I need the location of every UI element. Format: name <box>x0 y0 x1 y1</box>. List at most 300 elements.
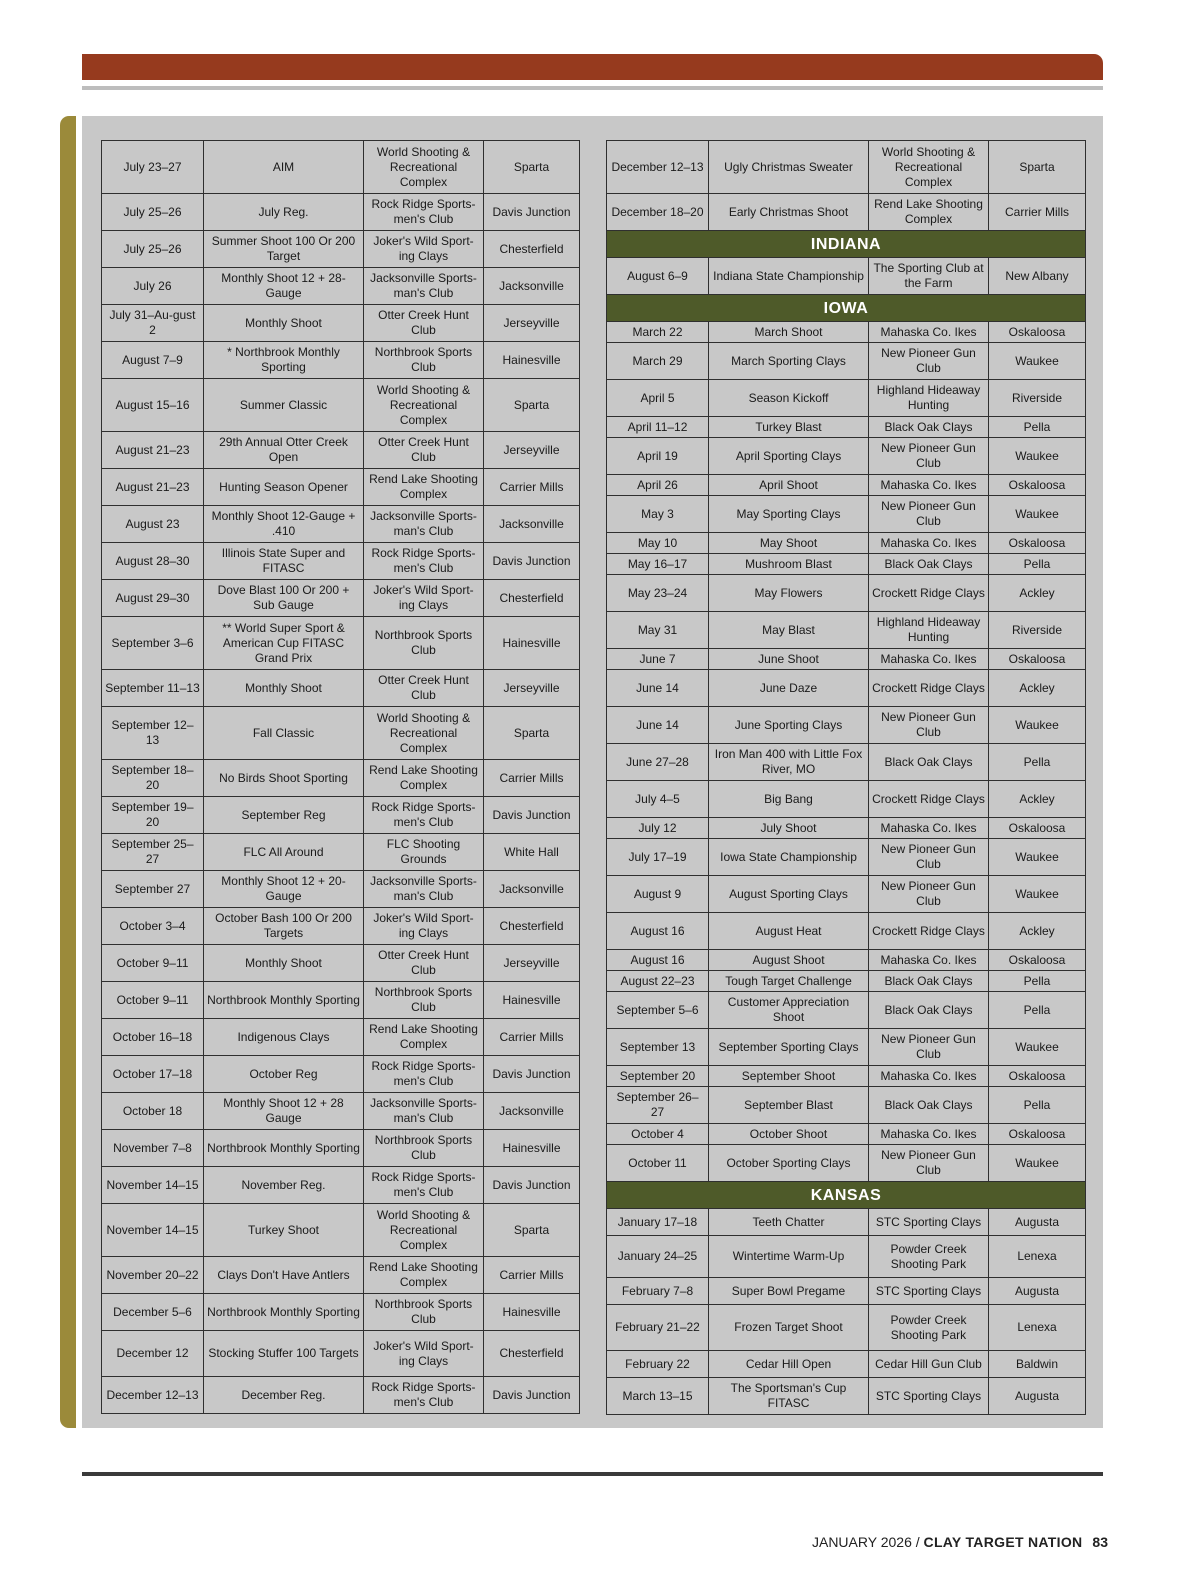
club-cell: Joker's Wild Sport-ing Clays <box>364 580 484 617</box>
header-rule <box>82 86 1103 90</box>
date-cell: September 3–6 <box>102 617 204 670</box>
event-cell: June Daze <box>709 670 869 707</box>
club-cell: Crockett Ridge Clays <box>869 670 989 707</box>
date-cell: July 26 <box>102 268 204 305</box>
table-row <box>102 379 580 432</box>
date-cell: November 20–22 <box>102 1257 204 1294</box>
table-row <box>607 575 1086 612</box>
club-cell: Rock Ridge Sports-men's Club <box>364 194 484 231</box>
table-row <box>607 1209 1086 1236</box>
club-cell: Jacksonville Sports-man's Club <box>364 1093 484 1130</box>
date-cell: December 18–20 <box>607 194 709 231</box>
right-schedule-table <box>606 140 1086 1415</box>
city-cell: Ackley <box>989 575 1086 612</box>
table-row <box>102 797 580 834</box>
table-row <box>102 1204 580 1257</box>
city-cell: Jacksonville <box>484 506 580 543</box>
club-cell: Northbrook Sports Club <box>364 342 484 379</box>
club-cell: Jacksonville Sports-man's Club <box>364 506 484 543</box>
club-cell: New Pioneer Gun Club <box>869 839 989 876</box>
club-cell: Crockett Ridge Clays <box>869 781 989 818</box>
city-cell: Waukee <box>989 707 1086 744</box>
date-cell: August 23 <box>102 506 204 543</box>
club-cell: Rend Lake Shooting Complex <box>869 194 989 231</box>
club-cell: New Pioneer Gun Club <box>869 707 989 744</box>
table-row <box>607 1351 1086 1378</box>
city-cell: Jacksonville <box>484 871 580 908</box>
club-cell: Jacksonville Sports-man's Club <box>364 871 484 908</box>
table-row <box>607 141 1086 194</box>
club-cell: Mahaska Co. Ikes <box>869 649 989 670</box>
table-row <box>607 380 1086 417</box>
table-row <box>607 533 1086 554</box>
club-cell: Rock Ridge Sports-men's Club <box>364 543 484 580</box>
event-cell: September Sporting Clays <box>709 1029 869 1066</box>
section-title: IOWA <box>607 295 1086 322</box>
city-cell: Oskaloosa <box>989 818 1086 839</box>
club-cell: Rend Lake Shooting Complex <box>364 469 484 506</box>
state-section-header <box>607 1182 1086 1209</box>
table-row <box>607 950 1086 971</box>
event-cell: Fall Classic <box>204 707 364 760</box>
club-cell: Highland Hideaway Hunting <box>869 380 989 417</box>
event-cell: Turkey Blast <box>709 417 869 438</box>
table-row <box>102 1019 580 1056</box>
date-cell: August 16 <box>607 913 709 950</box>
event-cell: June Sporting Clays <box>709 707 869 744</box>
city-cell: Riverside <box>989 380 1086 417</box>
event-cell: Illinois State Super and FITASC <box>204 543 364 580</box>
city-cell: Augusta <box>989 1378 1086 1415</box>
event-cell: Frozen Target Shoot <box>709 1305 869 1351</box>
city-cell: Carrier Mills <box>484 760 580 797</box>
club-cell: Powder Creek Shooting Park <box>869 1236 989 1278</box>
event-cell: Northbrook Monthly Sporting <box>204 1294 364 1331</box>
date-cell: February 7–8 <box>607 1278 709 1305</box>
city-cell: Oskaloosa <box>989 1124 1086 1145</box>
table-row <box>102 982 580 1019</box>
club-cell: Crockett Ridge Clays <box>869 913 989 950</box>
event-cell: Early Christmas Shoot <box>709 194 869 231</box>
table-row <box>102 1331 580 1377</box>
event-cell: June Shoot <box>709 649 869 670</box>
club-cell: STC Sporting Clays <box>869 1278 989 1305</box>
club-cell: Northbrook Sports Club <box>364 1294 484 1331</box>
date-cell: November 7–8 <box>102 1130 204 1167</box>
event-cell: ** World Super Sport & American Cup FITASC Grand Prix <box>204 617 364 670</box>
date-cell: August 6–9 <box>607 258 709 295</box>
city-cell: Oskaloosa <box>989 533 1086 554</box>
city-cell: Hainesville <box>484 1130 580 1167</box>
table-row <box>607 258 1086 295</box>
club-cell: Northbrook Sports Club <box>364 1130 484 1167</box>
event-cell: October Bash 100 Or 200 Targets <box>204 908 364 945</box>
city-cell: Pella <box>989 992 1086 1029</box>
club-cell: Otter Creek Hunt Club <box>364 945 484 982</box>
date-cell: April 19 <box>607 438 709 475</box>
event-cell: September Blast <box>709 1087 869 1124</box>
table-row <box>607 1305 1086 1351</box>
city-cell: Waukee <box>989 343 1086 380</box>
table-row <box>102 268 580 305</box>
date-cell: May 23–24 <box>607 575 709 612</box>
date-cell: September 13 <box>607 1029 709 1066</box>
event-cell: May Sporting Clays <box>709 496 869 533</box>
date-cell: February 21–22 <box>607 1305 709 1351</box>
club-cell: Crockett Ridge Clays <box>869 575 989 612</box>
club-cell: Black Oak Clays <box>869 417 989 438</box>
event-cell: April Shoot <box>709 475 869 496</box>
event-cell: Monthly Shoot <box>204 670 364 707</box>
city-cell: Augusta <box>989 1278 1086 1305</box>
city-cell: Sparta <box>484 141 580 194</box>
club-cell: Black Oak Clays <box>869 1087 989 1124</box>
section-title: INDIANA <box>607 231 1086 258</box>
club-cell: World Shooting & Recreational Complex <box>364 707 484 760</box>
date-cell: June 14 <box>607 670 709 707</box>
club-cell: New Pioneer Gun Club <box>869 496 989 533</box>
date-cell: January 17–18 <box>607 1209 709 1236</box>
club-cell: Otter Creek Hunt Club <box>364 432 484 469</box>
date-cell: September 26–27 <box>607 1087 709 1124</box>
city-cell: Pella <box>989 417 1086 438</box>
city-cell: Chesterfield <box>484 231 580 268</box>
club-cell: New Pioneer Gun Club <box>869 876 989 913</box>
date-cell: July 4–5 <box>607 781 709 818</box>
table-row <box>607 1124 1086 1145</box>
city-cell: Carrier Mills <box>484 469 580 506</box>
event-cell: Clays Don't Have Antlers <box>204 1257 364 1294</box>
date-cell: October 16–18 <box>102 1019 204 1056</box>
club-cell: New Pioneer Gun Club <box>869 1145 989 1182</box>
event-cell: December Reg. <box>204 1377 364 1414</box>
date-cell: August 7–9 <box>102 342 204 379</box>
date-cell: July 25–26 <box>102 231 204 268</box>
table-row <box>102 432 580 469</box>
date-cell: September 25–27 <box>102 834 204 871</box>
table-row <box>102 707 580 760</box>
table-row <box>102 194 580 231</box>
event-cell: October Sporting Clays <box>709 1145 869 1182</box>
city-cell: Davis Junction <box>484 194 580 231</box>
city-cell: Jacksonville <box>484 1093 580 1130</box>
table-row <box>607 744 1086 781</box>
event-cell: August Shoot <box>709 950 869 971</box>
event-cell: August Sporting Clays <box>709 876 869 913</box>
date-cell: August 15–16 <box>102 379 204 432</box>
club-cell: New Pioneer Gun Club <box>869 438 989 475</box>
date-cell: March 29 <box>607 343 709 380</box>
date-cell: October 9–11 <box>102 982 204 1019</box>
city-cell: Hainesville <box>484 1294 580 1331</box>
date-cell: August 22–23 <box>607 971 709 992</box>
city-cell: Hainesville <box>484 617 580 670</box>
event-cell: September Reg <box>204 797 364 834</box>
club-cell: STC Sporting Clays <box>869 1209 989 1236</box>
club-cell: FLC Shooting Grounds <box>364 834 484 871</box>
table-row <box>102 834 580 871</box>
date-cell: November 14–15 <box>102 1167 204 1204</box>
club-cell: World Shooting & Recreational Complex <box>364 1204 484 1257</box>
club-cell: Mahaska Co. Ikes <box>869 533 989 554</box>
date-cell: October 9–11 <box>102 945 204 982</box>
event-cell: Iron Man 400 with Little Fox River, MO <box>709 744 869 781</box>
city-cell: Pella <box>989 1087 1086 1124</box>
table-row <box>102 506 580 543</box>
table-row <box>102 1130 580 1167</box>
event-cell: July Shoot <box>709 818 869 839</box>
club-cell: Rend Lake Shooting Complex <box>364 760 484 797</box>
table-row <box>607 417 1086 438</box>
event-cell: Monthly Shoot 12-Gauge + .410 <box>204 506 364 543</box>
event-cell: May Blast <box>709 612 869 649</box>
date-cell: August 28–30 <box>102 543 204 580</box>
date-cell: April 11–12 <box>607 417 709 438</box>
date-cell: August 29–30 <box>102 580 204 617</box>
city-cell: Davis Junction <box>484 1167 580 1204</box>
club-cell: Northbrook Sports Club <box>364 617 484 670</box>
event-cell: March Sporting Clays <box>709 343 869 380</box>
date-cell: March 13–15 <box>607 1378 709 1415</box>
table-row <box>102 617 580 670</box>
state-section-header <box>607 231 1086 258</box>
table-row <box>607 670 1086 707</box>
table-row <box>102 670 580 707</box>
club-cell: Jacksonville Sports-man's Club <box>364 268 484 305</box>
event-cell: Super Bowl Pregame <box>709 1278 869 1305</box>
table-row <box>607 475 1086 496</box>
city-cell: Augusta <box>989 1209 1086 1236</box>
date-cell: December 12–13 <box>607 141 709 194</box>
club-cell: Rock Ridge Sports-men's Club <box>364 797 484 834</box>
date-cell: August 21–23 <box>102 469 204 506</box>
table-row <box>607 554 1086 575</box>
event-cell: May Shoot <box>709 533 869 554</box>
date-cell: November 14–15 <box>102 1204 204 1257</box>
city-cell: Lenexa <box>989 1236 1086 1278</box>
table-row <box>607 818 1086 839</box>
club-cell: Mahaska Co. Ikes <box>869 1124 989 1145</box>
event-cell: * Northbrook Monthly Sporting <box>204 342 364 379</box>
date-cell: September 11–13 <box>102 670 204 707</box>
section-title: KANSAS <box>607 1182 1086 1209</box>
date-cell: July 23–27 <box>102 141 204 194</box>
event-cell: May Flowers <box>709 575 869 612</box>
date-cell: March 22 <box>607 322 709 343</box>
date-cell: June 14 <box>607 707 709 744</box>
city-cell: Oskaloosa <box>989 1066 1086 1087</box>
event-cell: July Reg. <box>204 194 364 231</box>
table-row <box>607 876 1086 913</box>
city-cell: Chesterfield <box>484 580 580 617</box>
club-cell: New Pioneer Gun Club <box>869 1029 989 1066</box>
date-cell: December 12 <box>102 1331 204 1377</box>
side-accent-bar <box>60 116 76 1428</box>
city-cell: Sparta <box>484 707 580 760</box>
table-row <box>102 1056 580 1093</box>
city-cell: Jerseyville <box>484 670 580 707</box>
event-cell: FLC All Around <box>204 834 364 871</box>
table-row <box>102 342 580 379</box>
date-cell: August 21–23 <box>102 432 204 469</box>
club-cell: Cedar Hill Gun Club <box>869 1351 989 1378</box>
event-cell: Northbrook Monthly Sporting <box>204 1130 364 1167</box>
table-row <box>607 194 1086 231</box>
event-cell: October Shoot <box>709 1124 869 1145</box>
club-cell: Rend Lake Shooting Complex <box>364 1019 484 1056</box>
table-row <box>102 580 580 617</box>
city-cell: Waukee <box>989 1029 1086 1066</box>
event-cell: Northbrook Monthly Sporting <box>204 982 364 1019</box>
date-cell: September 12–13 <box>102 707 204 760</box>
event-cell: Turkey Shoot <box>204 1204 364 1257</box>
city-cell: Jerseyville <box>484 945 580 982</box>
city-cell: Pella <box>989 744 1086 781</box>
city-cell: Baldwin <box>989 1351 1086 1378</box>
table-row <box>607 343 1086 380</box>
date-cell: October 4 <box>607 1124 709 1145</box>
event-cell: Summer Shoot 100 Or 200 Target <box>204 231 364 268</box>
event-cell: Ugly Christmas Sweater <box>709 141 869 194</box>
club-cell: Northbrook Sports Club <box>364 982 484 1019</box>
city-cell: Waukee <box>989 438 1086 475</box>
city-cell: Waukee <box>989 496 1086 533</box>
date-cell: October 11 <box>607 1145 709 1182</box>
table-row <box>102 908 580 945</box>
club-cell: Powder Creek Shooting Park <box>869 1305 989 1351</box>
event-cell: Big Bang <box>709 781 869 818</box>
event-cell: Monthly Shoot 12 + 20-Gauge <box>204 871 364 908</box>
event-cell: August Heat <box>709 913 869 950</box>
date-cell: April 26 <box>607 475 709 496</box>
city-cell: Jerseyville <box>484 305 580 342</box>
date-cell: May 31 <box>607 612 709 649</box>
table-row <box>102 760 580 797</box>
city-cell: Jacksonville <box>484 268 580 305</box>
date-cell: July 25–26 <box>102 194 204 231</box>
city-cell: Pella <box>989 554 1086 575</box>
event-cell: Iowa State Championship <box>709 839 869 876</box>
date-cell: May 10 <box>607 533 709 554</box>
city-cell: Waukee <box>989 876 1086 913</box>
date-cell: October 17–18 <box>102 1056 204 1093</box>
table-row <box>102 305 580 342</box>
date-cell: September 19–20 <box>102 797 204 834</box>
date-cell: September 5–6 <box>607 992 709 1029</box>
club-cell: Mahaska Co. Ikes <box>869 950 989 971</box>
table-row <box>607 649 1086 670</box>
event-cell: No Birds Shoot Sporting <box>204 760 364 797</box>
table-row <box>607 971 1086 992</box>
page-footer <box>812 1534 1108 1550</box>
table-row <box>607 781 1086 818</box>
city-cell: Lenexa <box>989 1305 1086 1351</box>
magazine-name: CLAY TARGET NATION <box>923 1534 1083 1550</box>
city-cell: Hainesville <box>484 342 580 379</box>
date-cell: October 3–4 <box>102 908 204 945</box>
event-cell: September Shoot <box>709 1066 869 1087</box>
club-cell: Black Oak Clays <box>869 744 989 781</box>
event-cell: Stocking Stuffer 100 Targets <box>204 1331 364 1377</box>
date-cell: July 12 <box>607 818 709 839</box>
table-row <box>102 1257 580 1294</box>
club-cell: Otter Creek Hunt Club <box>364 670 484 707</box>
date-cell: February 22 <box>607 1351 709 1378</box>
city-cell: Jerseyville <box>484 432 580 469</box>
date-cell: October 18 <box>102 1093 204 1130</box>
city-cell: Waukee <box>989 1145 1086 1182</box>
club-cell: World Shooting & Recreational Complex <box>869 141 989 194</box>
city-cell: Chesterfield <box>484 1331 580 1377</box>
city-cell: Carrier Mills <box>989 194 1086 231</box>
date-cell: May 3 <box>607 496 709 533</box>
table-row <box>607 1145 1086 1182</box>
club-cell: New Pioneer Gun Club <box>869 343 989 380</box>
club-cell: Rock Ridge Sports-men's Club <box>364 1377 484 1414</box>
event-cell: Monthly Shoot <box>204 305 364 342</box>
club-cell: Black Oak Clays <box>869 971 989 992</box>
footer-rule <box>82 1472 1103 1476</box>
table-row <box>607 1278 1086 1305</box>
table-row <box>102 141 580 194</box>
date-cell: December 12–13 <box>102 1377 204 1414</box>
city-cell: Carrier Mills <box>484 1257 580 1294</box>
table-row <box>607 1236 1086 1278</box>
club-cell: World Shooting & Recreational Complex <box>364 379 484 432</box>
date-cell: September 27 <box>102 871 204 908</box>
event-cell: Mushroom Blast <box>709 554 869 575</box>
city-cell: Davis Junction <box>484 543 580 580</box>
club-cell: Highland Hideaway Hunting <box>869 612 989 649</box>
club-cell: Joker's Wild Sport-ing Clays <box>364 908 484 945</box>
club-cell: World Shooting & Recreational Complex <box>364 141 484 194</box>
club-cell: Mahaska Co. Ikes <box>869 322 989 343</box>
table-row <box>607 1087 1086 1124</box>
city-cell: Davis Junction <box>484 797 580 834</box>
club-cell: Rock Ridge Sports-men's Club <box>364 1056 484 1093</box>
event-cell: The Sportsman's Cup FITASC <box>709 1378 869 1415</box>
table-row <box>102 231 580 268</box>
event-cell: AIM <box>204 141 364 194</box>
date-cell: August 9 <box>607 876 709 913</box>
event-cell: Teeth Chatter <box>709 1209 869 1236</box>
event-cell: 29th Annual Otter Creek Open <box>204 432 364 469</box>
state-section-header <box>607 295 1086 322</box>
table-row <box>607 707 1086 744</box>
event-cell: April Sporting Clays <box>709 438 869 475</box>
city-cell: Sparta <box>484 379 580 432</box>
page-number: 83 <box>1092 1534 1108 1550</box>
table-row <box>607 438 1086 475</box>
club-cell: Rock Ridge Sports-men's Club <box>364 1167 484 1204</box>
club-cell: Joker's Wild Sport-ing Clays <box>364 231 484 268</box>
table-row <box>607 1029 1086 1066</box>
event-cell: Wintertime Warm-Up <box>709 1236 869 1278</box>
event-cell: Tough Target Challenge <box>709 971 869 992</box>
event-cell: March Shoot <box>709 322 869 343</box>
city-cell: New Albany <box>989 258 1086 295</box>
club-cell: Black Oak Clays <box>869 554 989 575</box>
table-row <box>102 1167 580 1204</box>
date-cell: June 27–28 <box>607 744 709 781</box>
city-cell: Hainesville <box>484 982 580 1019</box>
event-cell: October Reg <box>204 1056 364 1093</box>
table-row <box>102 871 580 908</box>
event-cell: Customer Appreciation Shoot <box>709 992 869 1029</box>
table-row <box>607 612 1086 649</box>
club-cell: The Sporting Club at the Farm <box>869 258 989 295</box>
event-cell: Monthly Shoot <box>204 945 364 982</box>
